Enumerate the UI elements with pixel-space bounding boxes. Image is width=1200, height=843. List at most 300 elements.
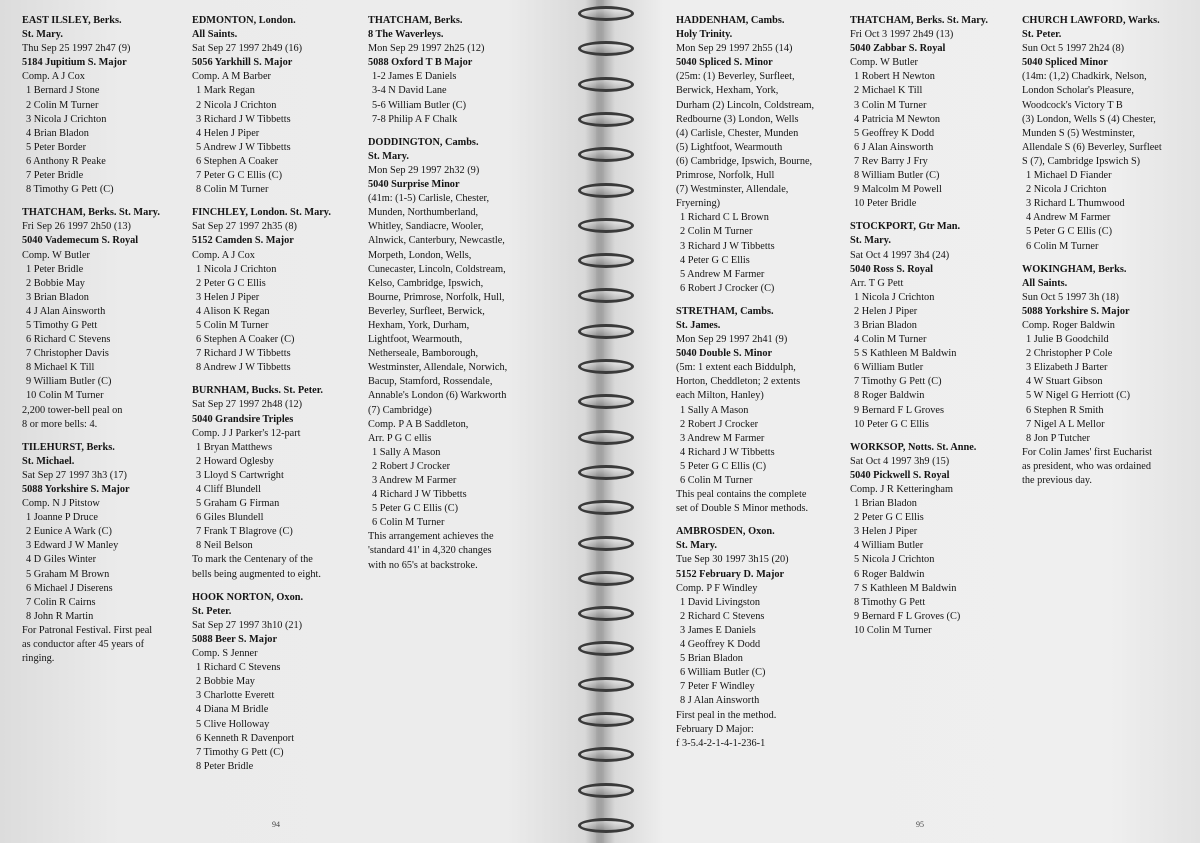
performer: 3 Lloyd S Cartwright: [196, 469, 284, 481]
peal-composer: Comp. J R Ketteringham: [850, 484, 953, 495]
peal-method: 5040 Pickwell S. Royal: [850, 469, 950, 481]
performer: 7 Colin R Cairns: [26, 596, 96, 608]
performer: 9 William Butler (C): [26, 376, 112, 388]
performer: 1 Robert H Newton: [854, 71, 935, 83]
binding-ring: [578, 677, 634, 692]
peal-date: Sat Sep 27 1997 2h35 (8): [192, 221, 297, 233]
performer: 7 Peter G C Ellis (C): [196, 170, 283, 182]
performer: 1-2 James E Daniels: [372, 71, 457, 83]
peal-date: Sat Oct 4 1997 3h4 (24): [850, 249, 950, 261]
performer: 2 Richard C Stevens: [680, 610, 765, 622]
performer: 5 Timothy G Pett: [26, 319, 98, 331]
peal-location: HADDENHAM, Cambs.: [676, 15, 785, 26]
method-detail-line: (7) Westminster, Allendale,: [676, 184, 789, 196]
performer: 1 Bryan Matthews: [196, 441, 273, 453]
peal-composer: Comp. Roger Baldwin: [1022, 319, 1115, 331]
peal-date: Mon Sep 29 1997 2h55 (14): [676, 43, 793, 55]
peal-dedication: All Saints.: [192, 29, 238, 41]
peal-footnote: as conductor after 45 years of: [22, 639, 145, 651]
method-detail-line: Primrose, Norfolk, Hull: [676, 170, 775, 182]
column-3: [368, 14, 548, 582]
method-detail-line: Netherseale, Bamborough,: [368, 348, 479, 360]
performer: 8 John R Martin: [26, 610, 94, 622]
performer: 1 Sally A Mason: [680, 404, 749, 416]
method-detail-line: S (7), Cambridge Ipswich S): [1022, 155, 1141, 167]
binding-ring: [578, 818, 634, 833]
peal-method: 5152 February D. Major: [676, 568, 785, 580]
peal-dedication: St. Mary.: [22, 29, 63, 41]
left-page: [0, 0, 596, 843]
binding-ring: [578, 536, 634, 551]
performer: 3 Andrew M Farmer: [680, 432, 765, 444]
performer: 5 Nicola J Crichton: [854, 554, 935, 566]
performer: 4 Helen J Piper: [196, 127, 260, 139]
performer: 8 Timothy G Pett: [854, 596, 926, 608]
performer: 5 S Kathleen M Baldwin: [854, 348, 957, 360]
performer: 2 Eunice A Wark (C): [26, 526, 112, 538]
performer: 3 Richard J W Tibbetts: [196, 113, 291, 125]
performer: 8 Jon P Tutcher: [1026, 432, 1090, 444]
peal-location: FINCHLEY, London. St. Mary.: [192, 207, 331, 219]
peal-date: Mon Sep 29 1997 2h41 (9): [676, 334, 788, 346]
method-detail-line: (41m: (1-5) Carlisle, Chester,: [368, 193, 490, 205]
performer: 7 Peter Bridle: [26, 170, 84, 182]
peal-footnote: February D Major:: [676, 723, 754, 735]
performer: 7 Peter F Windley: [680, 681, 755, 693]
method-detail-line: Lightfoot, Wearmouth,: [368, 334, 463, 346]
performer: 4 Richard J W Tibbetts: [680, 446, 775, 458]
peal-date: Sat Sep 27 1997 2h49 (16): [192, 43, 303, 55]
binding-ring: [578, 430, 634, 445]
peal-method: 5088 Yorkshire S. Major: [1022, 305, 1130, 317]
peal-location: THATCHAM, Berks.: [368, 15, 463, 26]
performer: 1 Bernard J Stone: [26, 85, 100, 97]
peal-method: 5088 Beer S. Major: [192, 633, 278, 645]
peal-arranger: Arr. P G C ellis: [368, 432, 432, 444]
peal-date: Thu Sep 25 1997 2h47 (9): [22, 43, 131, 55]
performer: 2 Helen J Piper: [854, 305, 918, 317]
performer: 3 Helen J Piper: [854, 526, 918, 538]
binding-ring: [578, 571, 634, 586]
method-detail-line: Whitley, Sandiacre, Wooler,: [368, 221, 484, 233]
performer: 2 Bobbie May: [196, 676, 255, 688]
method-detail-line: Munden S (5) Westminster,: [1022, 127, 1135, 139]
performer: 5 Graham M Brown: [26, 568, 110, 580]
peal-footnote: For Patronal Festival. First peal: [22, 624, 153, 636]
performer: 2 Howard Oglesby: [196, 455, 274, 467]
peal-composer: Comp. A J Cox: [192, 249, 255, 261]
column-1: [22, 14, 202, 675]
performer: 4 Brian Bladon: [26, 127, 89, 139]
performer: 1 Nicola J Crichton: [196, 263, 277, 275]
performer: 6 Richard C Stevens: [26, 334, 111, 346]
binding-ring: [578, 324, 634, 339]
peal-location: AMBROSDEN, Oxon.: [676, 526, 775, 538]
performer: 3 Charlotte Everett: [196, 690, 275, 702]
performer: 7 Rev Barry J Fry: [854, 155, 928, 167]
performer: 6 J Alan Ainsworth: [854, 141, 934, 153]
performer: 2 Michael K Till: [854, 85, 923, 97]
binding-ring: [578, 712, 634, 727]
peal-entry: [368, 14, 548, 127]
peal-composer: Comp. P F Windley: [676, 582, 758, 594]
performer: 3 Andrew M Farmer: [372, 475, 457, 486]
peal-footnote: 'standard 41' in 4,320 changes: [368, 545, 492, 557]
peal-location: WOKINGHAM, Berks.: [1022, 263, 1127, 275]
performer: 3 James E Daniels: [680, 624, 756, 636]
peal-footnote: set of Double S Minor methods.: [676, 503, 809, 515]
peal-dedication: 8 The Waverleys.: [368, 29, 444, 41]
performer: 1 Richard C Stevens: [196, 662, 281, 674]
performer: 2 Christopher P Cole: [1026, 348, 1113, 360]
performer: 5 Colin M Turner: [196, 319, 269, 331]
method-detail-line: (3) London, Wells S (4) Chester,: [1022, 113, 1156, 125]
binding-ring: [578, 112, 634, 127]
method-detail-line: Hexham, York, Durham,: [368, 319, 470, 331]
column-6: [1022, 14, 1200, 497]
performer: 3 Helen J Piper: [196, 291, 260, 303]
method-detail-line: (4) Carlisle, Chester, Munden: [676, 127, 799, 139]
peal-footnote: This arrangement achieves the: [368, 531, 494, 543]
performer: 7 Frank T Blagrove (C): [196, 526, 293, 538]
peal-date: Mon Sep 29 1997 2h25 (12): [368, 43, 485, 55]
performer: 5 Brian Bladon: [680, 653, 743, 665]
peal-location: THATCHAM, Berks. St. Mary.: [22, 207, 160, 219]
peal-location: STOCKPORT, Gtr Man.: [850, 221, 961, 233]
method-detail-line: Morpeth, London, Wells,: [368, 249, 472, 261]
peal-footnote: 2,200 tower-bell peal on: [22, 404, 123, 416]
peal-composer: Comp. J J Parker's 12-part: [192, 427, 301, 439]
peal-location: EDMONTON, London.: [192, 15, 296, 26]
performer: 4 Geoffrey K Dodd: [680, 639, 761, 651]
peal-date: Sun Oct 5 1997 2h24 (8): [1022, 43, 1125, 55]
peal-entry: [192, 384, 372, 581]
performer: 6 Stephen A Coaker (C): [196, 334, 295, 346]
peal-dedication: St. Mary.: [368, 150, 409, 162]
method-detail-line: Munden, Northumberland,: [368, 207, 479, 219]
performer: 2 Colin M Turner: [26, 99, 99, 111]
performer: 1 Nicola J Crichton: [854, 291, 935, 303]
method-detail-line: Berwick, Hexham, York,: [676, 85, 779, 97]
performer: 3 Colin M Turner: [854, 99, 927, 111]
method-detail-line: (14m: (1,2) Chadkirk, Nelson,: [1022, 71, 1147, 83]
performer: 4 William Butler: [854, 540, 924, 552]
performer: 6 Giles Blundell: [196, 512, 264, 524]
performer: 5 Clive Holloway: [196, 718, 270, 730]
performer: 9 Bernard F L Groves: [854, 404, 944, 416]
peal-date: Sat Oct 4 1997 3h9 (15): [850, 455, 950, 467]
performer: 3 Richard L Thumwood: [1026, 198, 1125, 210]
performer: 6 Stephen R Smith: [1026, 404, 1104, 416]
performer: 2 Bobbie May: [26, 277, 85, 289]
performer: 3 Nicola J Crichton: [26, 113, 107, 125]
performer: 10 Colin M Turner: [854, 624, 932, 636]
performer: 7 Nigel A L Mellor: [1026, 418, 1105, 430]
performer: 8 Roger Baldwin: [854, 390, 925, 402]
peal-entry: [192, 591, 372, 774]
peal-entry: [368, 136, 548, 573]
peal-entry: [850, 441, 1030, 638]
performer: 5 Andrew J W Tibbetts: [196, 141, 291, 153]
peal-location: EAST ILSLEY, Berks.: [22, 15, 122, 26]
performer: 6 Colin M Turner: [1026, 240, 1099, 252]
peal-entry: [1022, 14, 1200, 254]
performer: 9 Malcolm M Powell: [854, 184, 942, 196]
performer: 3 Elizabeth J Barter: [1026, 362, 1108, 374]
performer: 1 Joanne P Druce: [26, 512, 98, 524]
peal-dedication: St. James.: [676, 319, 721, 331]
peal-location: WORKSOP, Notts. St. Anne.: [850, 441, 977, 453]
peal-footnote: For Colin James' first Eucharist: [1022, 446, 1152, 458]
performer: 6 Robert J Crocker (C): [680, 282, 775, 294]
peal-footnote: To mark the Centenary of the: [192, 554, 313, 566]
performer: 5 W Nigel G Herriott (C): [1026, 390, 1130, 402]
performer: 8 Colin M Turner: [196, 184, 269, 196]
peal-date: Fri Oct 3 1997 2h49 (13): [850, 29, 954, 41]
performer: 7 Timothy G Pett (C): [196, 746, 284, 758]
peal-composer: Comp. S Jenner: [192, 648, 258, 660]
performer: 5 Andrew M Farmer: [680, 268, 765, 280]
peal-date: Sat Sep 27 1997 3h3 (17): [22, 469, 127, 481]
peal-entry: [850, 220, 1030, 431]
peal-footnote: as president, who was ordained: [1022, 460, 1151, 472]
peal-location: BURNHAM, Bucks. St. Peter.: [192, 385, 323, 397]
method-detail-line: (7) Cambridge): [368, 404, 432, 416]
performer: 7 Timothy G Pett (C): [854, 376, 942, 388]
peal-dedication: St. Peter.: [1022, 29, 1062, 41]
peal-composer: Arr. T G Pett: [850, 277, 904, 289]
performer: 1 Richard C L Brown: [680, 212, 769, 224]
performer: 5 Peter G C Ellis (C): [372, 503, 459, 515]
performer: 9 Bernard F L Groves (C): [854, 610, 961, 622]
peal-date: Sat Sep 27 1997 3h10 (21): [192, 619, 303, 631]
performer: 4 Peter G C Ellis: [680, 254, 750, 266]
performer: 5-6 William Butler (C): [372, 99, 467, 111]
peal-date: Tue Sep 30 1997 3h15 (20): [676, 554, 789, 566]
peal-method: 5088 Yorkshire S. Major: [22, 484, 130, 495]
performer: 8 Timothy G Pett (C): [26, 184, 114, 196]
peal-location: HOOK NORTON, Oxon.: [192, 591, 304, 603]
performer: 5 Geoffrey K Dodd: [854, 127, 935, 139]
performer: 8 J Alan Ainsworth: [680, 695, 760, 707]
performer: 10 Colin M Turner: [26, 390, 104, 402]
peal-composer: Comp. A J Cox: [22, 71, 85, 83]
method-detail-line: Cunecaster, Lincoln, Coldstream,: [368, 263, 506, 275]
peal-location: TILEHURST, Berks.: [22, 441, 115, 453]
peal-entry: [22, 441, 202, 667]
performer: 5 Peter Border: [26, 141, 87, 153]
performer: 7-8 Philip A F Chalk: [372, 113, 458, 125]
column-4: [676, 14, 856, 760]
performer: 2 Nicola J Crichton: [1026, 184, 1107, 196]
binding-ring: [578, 606, 634, 621]
performer: 4 Colin M Turner: [854, 334, 927, 346]
performer: 6 Roger Baldwin: [854, 568, 925, 580]
column-5: [850, 14, 1030, 647]
column-2: [192, 14, 372, 783]
peal-method: 5040 Ross S. Royal: [850, 263, 933, 275]
method-detail-line: Beverley, Surfleet, Berwick,: [368, 305, 485, 317]
peal-footnote: This peal contains the complete: [676, 489, 807, 501]
method-detail-line: Durham (2) Lincoln, Coldstream,: [676, 99, 815, 111]
performer: 6 Michael J Diserens: [26, 582, 113, 594]
peal-method: 5040 Double S. Minor: [676, 348, 773, 360]
peal-method: 5040 Spliced Minor: [1022, 57, 1108, 69]
method-detail-line: Horton, Cheddleton; 2 extents: [676, 376, 801, 388]
page-number-right: 95: [916, 820, 924, 829]
performer: 1 Peter Bridle: [26, 263, 84, 275]
performer: 8 Andrew J W Tibbetts: [196, 362, 291, 374]
peal-entry: [850, 14, 1030, 211]
performer: 10 Peter G C Ellis: [854, 418, 929, 430]
peal-dedication: St. Mary.: [676, 540, 717, 552]
performer: 3 Richard J W Tibbetts: [680, 240, 775, 252]
peal-footnote: 8 or more bells: 4.: [22, 418, 98, 430]
performer: 1 David Livingston: [680, 596, 761, 608]
peal-footnote: f 3-5.4-2-1-4-1-236-1: [676, 737, 766, 749]
peal-entry: [676, 14, 856, 296]
binding-ring: [578, 359, 634, 374]
peal-date: Sun Oct 5 1997 3h (18): [1022, 291, 1119, 303]
method-detail-line: Bourne, Primrose, Norfolk, Hull,: [368, 291, 505, 303]
method-detail-line: Alnwick, Canterbury, Newcastle,: [368, 235, 505, 247]
performer: 6 William Butler (C): [680, 667, 766, 679]
performer: 6 Kenneth R Davenport: [196, 732, 295, 744]
right-page: [604, 0, 1200, 843]
performer: 1 Brian Bladon: [854, 498, 917, 510]
performer: 1 Michael D Fiander: [1026, 170, 1112, 182]
method-detail-line: (5m: 1 extent each Biddulph,: [676, 362, 796, 374]
performer: 7 Richard J W Tibbetts: [196, 348, 291, 360]
peal-entry: [676, 525, 856, 751]
peal-composer: Comp. A M Barber: [192, 71, 271, 83]
performer: 7 Christopher Davis: [26, 348, 109, 360]
binding-ring: [578, 77, 634, 92]
performer: 2 Peter G C Ellis: [854, 512, 924, 524]
peal-method: 5056 Yarkhill S. Major: [192, 57, 293, 69]
peal-method: 5040 Vademecum S. Royal: [22, 235, 139, 247]
performer: 2 Peter G C Ellis: [196, 277, 266, 289]
performer: 6 Stephen A Coaker: [196, 155, 279, 167]
peal-method: 5040 Zabbar S. Royal: [850, 43, 946, 55]
peal-date: Mon Sep 29 1997 2h32 (9): [368, 164, 480, 176]
peal-dedication: St. Peter.: [192, 605, 232, 617]
performer: 2 Robert J Crocker: [680, 418, 759, 430]
peal-entry: [676, 305, 856, 516]
peal-method: 5184 Jupitium S. Major: [22, 57, 127, 69]
method-detail-line: (25m: (1) Beverley, Surfleet,: [676, 71, 795, 83]
peal-footnote: bells being augmented to eight.: [192, 568, 321, 580]
peal-dedication: St. Michael.: [22, 455, 75, 467]
performer: 3-4 N David Lane: [372, 85, 447, 97]
binding-ring: [578, 465, 634, 480]
peal-method: 5152 Camden S. Major: [192, 235, 294, 247]
performer: 4 Richard J W Tibbetts: [372, 489, 467, 501]
performer: 4 Patricia M Newton: [854, 113, 941, 125]
performer: 3 Brian Bladon: [854, 319, 917, 331]
method-detail-line: London Scholar's Pleasure,: [1022, 85, 1134, 97]
peal-entry: [192, 206, 372, 375]
method-detail-line: Westminster, Allendale, Norwich,: [368, 362, 508, 374]
performer: 1 Sally A Mason: [372, 446, 441, 458]
method-detail-line: Allendale S (6) Beverley, Surfleet: [1022, 141, 1162, 153]
peal-dedication: All Saints.: [1022, 277, 1068, 289]
method-detail-line: Kelso, Cambridge, Ipswich,: [368, 277, 484, 289]
peal-composer: Comp. W Butler: [22, 249, 90, 261]
peal-method: 5040 Spliced S. Minor: [676, 57, 773, 69]
page-number-left: 94: [272, 820, 280, 829]
method-detail-line: Annable's London (6) Warkworth: [368, 390, 507, 402]
performer: 2 Nicola J Crichton: [196, 99, 277, 111]
performer: 8 Neil Belson: [196, 540, 253, 552]
performer: 3 Brian Bladon: [26, 291, 89, 303]
peal-entry: [1022, 263, 1200, 489]
performer: 8 Michael K Till: [26, 362, 95, 374]
performer: 4 Andrew M Farmer: [1026, 212, 1111, 224]
method-detail-line: (6) Cambridge, Ipswich, Bourne,: [676, 155, 813, 167]
binding-ring: [578, 6, 634, 21]
peal-entry: [192, 14, 372, 197]
binding-ring: [578, 253, 634, 268]
performer: 5 Peter G C Ellis (C): [1026, 226, 1113, 238]
performer: 10 Peter Bridle: [854, 198, 917, 210]
peal-location: STRETHAM, Cambs.: [676, 305, 774, 317]
method-detail-line: Redbourne (3) London, Wells: [676, 113, 799, 125]
peal-location: CHURCH LAWFORD, Warks.: [1022, 15, 1160, 26]
peal-footnote: ringing.: [22, 653, 55, 665]
performer: 4 Cliff Blundell: [196, 484, 262, 495]
performer: 6 Colin M Turner: [680, 475, 753, 486]
peal-composer: Comp. P A B Saddleton,: [368, 418, 469, 430]
peal-footnote: the previous day.: [1022, 475, 1092, 486]
peal-method: 5040 Grandsire Triples: [192, 413, 294, 425]
peal-location: DODDINGTON, Cambs.: [368, 136, 479, 148]
performer: 4 Alison K Regan: [196, 305, 270, 317]
peal-method: 5040 Surprise Minor: [368, 179, 460, 191]
peal-footnote: First peal in the method.: [676, 709, 777, 721]
performer: 6 William Butler: [854, 362, 924, 374]
performer: 4 Diana M Bridle: [196, 704, 269, 716]
performer: 8 Peter Bridle: [196, 760, 254, 772]
binding-ring: [578, 783, 634, 798]
performer: 5 Graham G Firman: [196, 498, 280, 510]
performer: 4 D Giles Winter: [26, 554, 97, 566]
performer: 6 Anthony R Peake: [26, 155, 106, 167]
method-detail-line: Fryerning): [676, 198, 721, 210]
performer: 2 Robert J Crocker: [372, 460, 451, 472]
performer: 5 Peter G C Ellis (C): [680, 460, 767, 472]
performer: 4 J Alan Ainsworth: [26, 305, 106, 317]
peal-entry: [22, 14, 202, 197]
binding-ring: [578, 183, 634, 198]
peal-method: 5088 Oxford T B Major: [368, 57, 473, 69]
performer: 3 Edward J W Manley: [26, 540, 119, 552]
peal-date: Sat Sep 27 1997 2h48 (12): [192, 399, 303, 411]
peal-footnote: with no 65's at backstroke.: [368, 559, 478, 571]
method-detail-line: Woodcock's Victory T B: [1022, 99, 1123, 111]
peal-composer: Comp. W Butler: [850, 57, 918, 69]
performer: 6 Colin M Turner: [372, 517, 445, 529]
performer: 2 Colin M Turner: [680, 226, 753, 238]
performer: 1 Mark Regan: [196, 85, 255, 97]
performer: 8 William Butler (C): [854, 170, 940, 182]
peal-entry: [22, 206, 202, 432]
performer: 7 S Kathleen M Baldwin: [854, 582, 957, 594]
performer: 4 W Stuart Gibson: [1026, 376, 1103, 388]
method-detail-line: (5) Lightfoot, Wearmouth: [676, 141, 783, 153]
peal-composer: Comp. N J Pitstow: [22, 498, 100, 510]
binding-ring: [578, 218, 634, 233]
